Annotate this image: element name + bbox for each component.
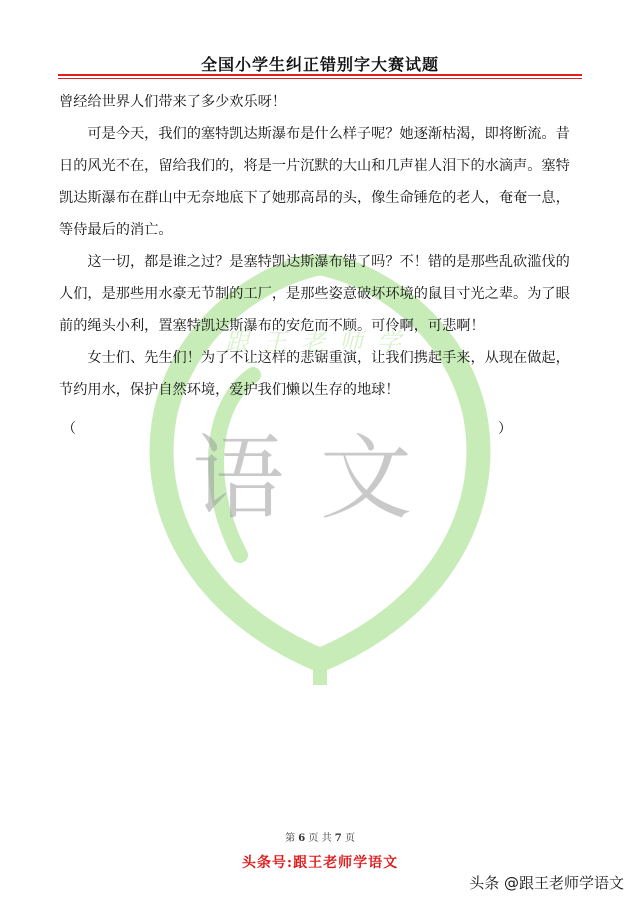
page-current: 6: [298, 833, 306, 844]
header-rule-thin: [58, 78, 582, 79]
page-suffix: 页: [344, 833, 355, 844]
header-rule: [58, 74, 582, 76]
page-prefix: 第: [285, 833, 296, 844]
corner-watermark: 头条 @跟王老师学语文: [469, 874, 624, 892]
answer-bracket-close: ）: [498, 421, 512, 437]
paragraph-2: 可是今天，我们的塞特凯达斯瀑布是什么样子呢？她逐渐枯渴，即将断流。昔日的风光不在，留给我们的，将是一片沉默的大山和几声崔人泪下的水滴声。塞特凯达斯瀑布在群山中无奈地底下了她那高昂的头，像生命锤危的老人，奄奄一息，等侍最后的消亡。: [59, 126, 570, 238]
watermark-arc-text: 跟王老师学: [225, 328, 415, 356]
paragraph-4: 女士们、先生们！为了不让这样的悲锯重演，让我们携起手来，从现在做起，节约用水，保护自然环境，爱护我们懒以生存的地球！: [59, 350, 570, 398]
paragraph-1: 曾经给世界人们带来了多少欢乐呀！: [59, 94, 287, 110]
paragraph-3: 这一切，都是谁之过？是塞特凯达斯瀑布错了吗？不！错的是那些乱砍滥伐的人们，是那些用水豪无节制的工厂，是那些姿意破坏环境的鼠目寸光之辈。为了眼前的绳头小利，置塞特凯达斯瀑布的安危而不顾。可伶啊，可悲啊！: [59, 254, 570, 334]
page-mid: 页 共: [308, 833, 332, 844]
footer-account: 头条号:跟王老师学语文: [241, 855, 399, 871]
answer-bracket[interactable]: [62, 418, 512, 438]
article-body: [59, 86, 583, 406]
answer-bracket-open: （: [62, 421, 76, 437]
watermark-main-text: 语文: [191, 425, 449, 532]
page-number: [0, 829, 640, 844]
page-total: 7: [334, 833, 342, 844]
page-title: 全国小学生纠正错别字大赛试题: [200, 55, 439, 74]
